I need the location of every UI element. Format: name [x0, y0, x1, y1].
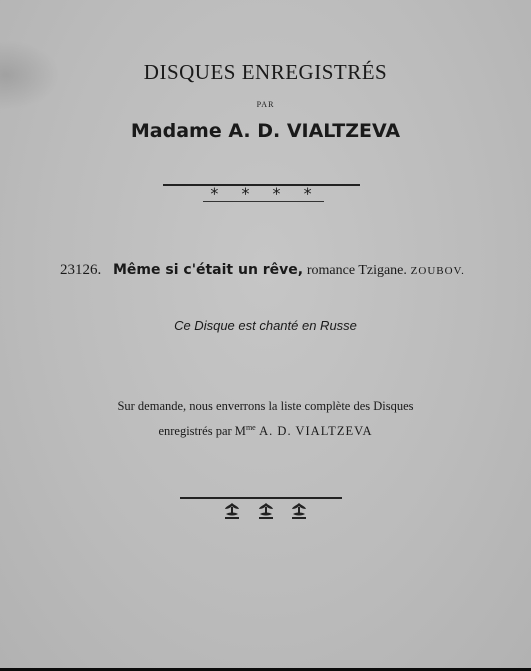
document-title: DISQUES ENREGISTRÉS: [143, 60, 388, 84]
footer-line-2: [0, 417, 531, 442]
star-divider: * * * *: [210, 184, 321, 203]
fleuron-icon: [289, 501, 309, 521]
footer-line-2-sup: me: [245, 423, 256, 432]
composer-name: ZOUBOV.: [410, 265, 465, 277]
fleuron-icon: [222, 501, 242, 521]
song-title: Même si c'était un rêve,: [113, 262, 304, 278]
record-number: 23126.: [60, 262, 102, 278]
artist-name: Madame A. D. VIALTZEVA: [130, 120, 401, 142]
ornament-row: [0, 501, 531, 525]
fleuron-icon: [256, 501, 276, 521]
record-entry: [60, 262, 480, 279]
ornament-rule: [180, 497, 342, 499]
footer-line-1: Sur demande, nous enverrons la liste complète des Disques: [117, 399, 414, 413]
footer-line-2-rest: A. D. VIALTZEVA: [255, 424, 373, 439]
footer-line-2-prefix: enregistrés par M: [158, 424, 246, 439]
footer-text: [0, 396, 531, 442]
bottom-rule: [203, 201, 324, 202]
par-label: PAR: [256, 100, 275, 109]
language-note: Ce Disque est chanté en Russe: [174, 318, 357, 333]
song-description: romance Tzigane.: [306, 263, 407, 278]
